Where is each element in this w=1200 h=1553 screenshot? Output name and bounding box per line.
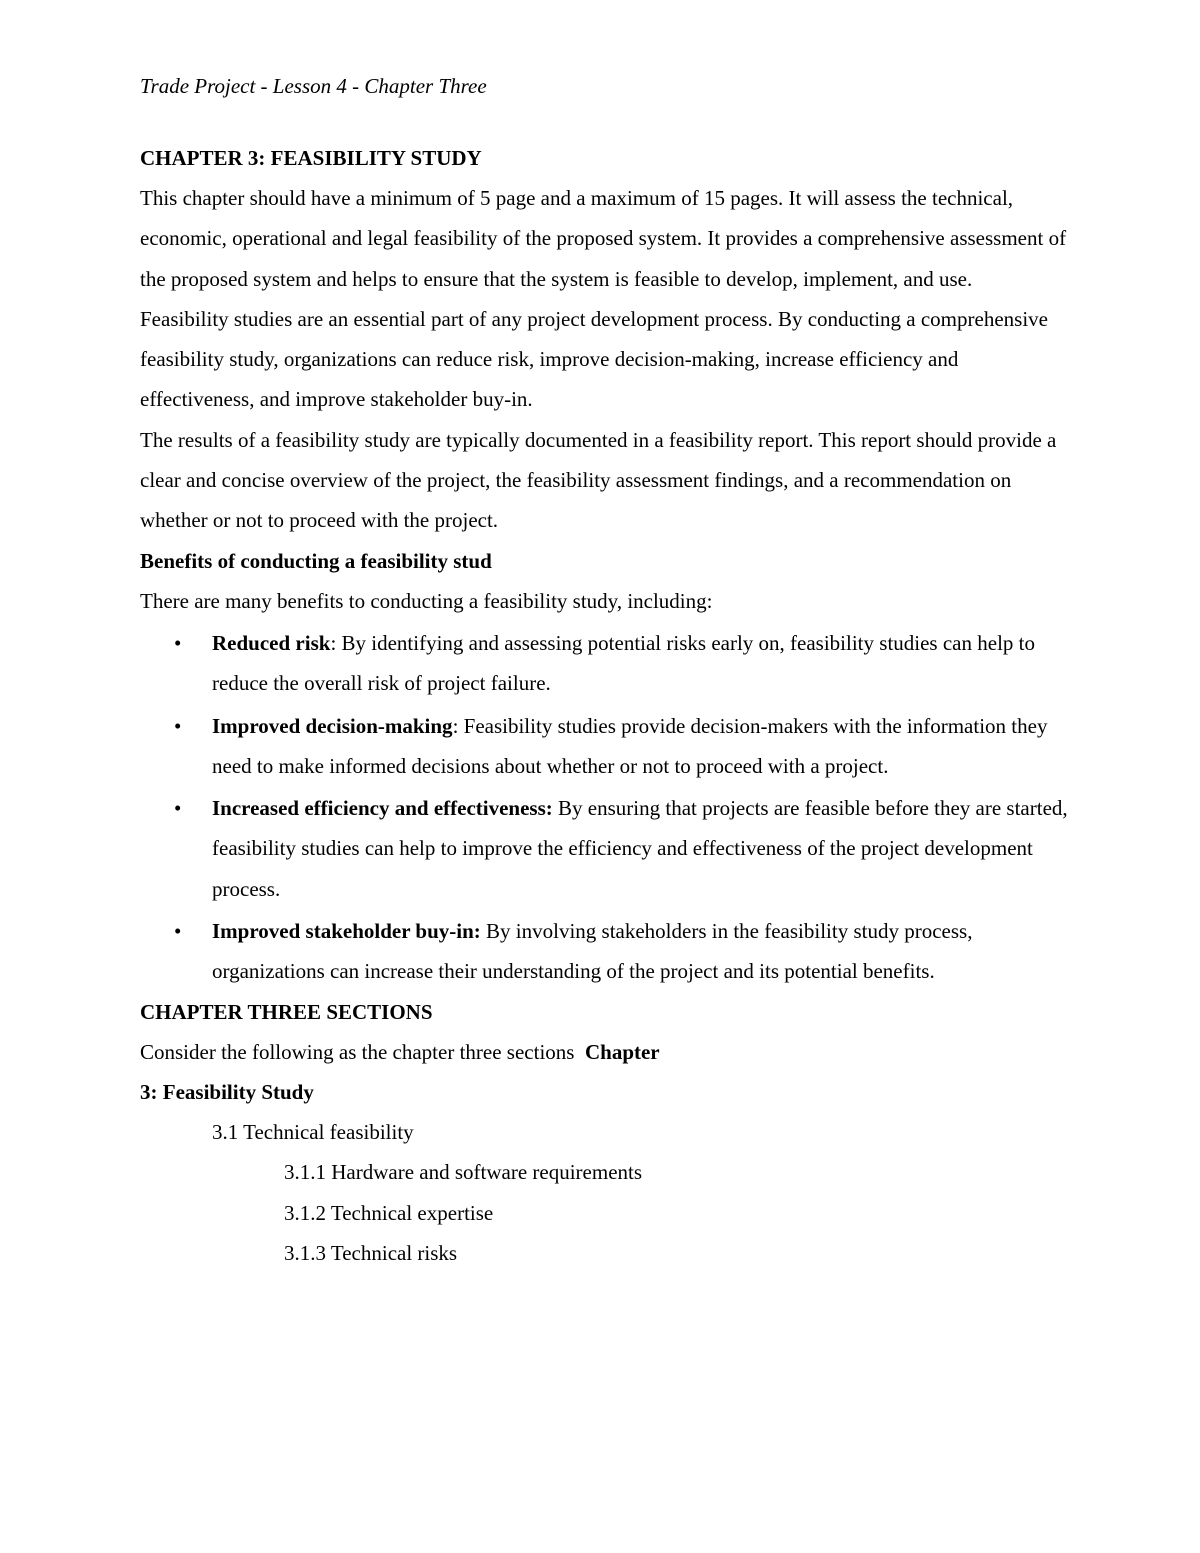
outline-section: 3.1 Technical feasibility [212, 1119, 414, 1144]
outline-subsection: 3.1.2 Technical expertise [284, 1200, 494, 1225]
benefit-item-stakeholder [140, 911, 1070, 992]
benefit-item-decision-making [140, 706, 1070, 787]
sections-intro-paragraph [140, 1032, 1070, 1072]
benefit-text: : Feasibility studies provide decision-makers with the information they need to make informed decisions about whether or not to proceed with a project. [212, 713, 1048, 778]
sections-intro: Consider the following as the chapter three sections [140, 1039, 575, 1064]
sections-title-part2: 3: Feasibility Study [140, 1079, 314, 1104]
chapter-heading: CHAPTER 3: FEASIBILITY STUDY [140, 146, 482, 170]
sections-heading: CHAPTER THREE SECTIONS [140, 999, 433, 1024]
intro-paragraph-1: This chapter should have a minimum of 5 page and a maximum of 15 pages. It will assess the technical, economic, operational and legal feasibility of the proposed system. It provides a comprehensive assessment of the proposed system and helps to ensure that the system is feasible to develop, implement, and use. [140, 186, 1067, 291]
benefits-heading: Benefits of conducting a feasibility stud [140, 548, 492, 573]
outline-subsection: 3.1.1 Hardware and software requirements [284, 1160, 643, 1185]
benefits-list [140, 623, 1070, 992]
page-header: Trade Project - Lesson 4 - Chapter Three [140, 74, 487, 98]
bullet-icon: • [174, 919, 182, 944]
sections-title-part1: Chapter [584, 1039, 660, 1064]
intro-paragraph-3: The results of a feasibility study are typically documented in a feasibility report. This report should provide a clear and concise overview of the project, the feasibility assessment findings, and a recommendation on whether or not to proceed with the project. [140, 427, 1057, 533]
benefit-term: Reduced risk [212, 630, 331, 655]
benefit-item-reduced-risk [140, 623, 1070, 704]
benefit-text: By involving stakeholders in the feasibility study process, organizations can increase their understanding of the project and its potential benefits. [212, 919, 973, 984]
benefit-text: By ensuring that projects are feasible before they are started, feasibility studies can help to improve the efficiency and effectiveness of the project development process. [212, 796, 1068, 901]
bullet-icon: • [174, 630, 182, 655]
outline-subsection: 3.1.3 Technical risks [284, 1240, 458, 1265]
benefit-item-efficiency [140, 788, 1070, 909]
benefit-text: : By identifying and assessing potential risks early on, feasibility studies can help to reduce the overall risk of project failure. [212, 630, 1035, 696]
intro-paragraph-2: Feasibility studies are an essential part of any project development process. By conducting a comprehensive feasibility study, organizations can reduce risk, improve decision-making, increase efficiency and effectiveness, and improve stakeholder buy-in. [140, 306, 1048, 412]
bullet-icon: • [174, 796, 182, 821]
bullet-icon: • [174, 713, 182, 738]
benefit-term: Improved decision-making [212, 713, 453, 738]
benefits-intro: There are many benefits to conducting a feasibility study, including: [140, 588, 713, 613]
benefit-term: Increased efficiency and effectiveness: [212, 796, 553, 821]
document-page [140, 68, 1070, 1273]
benefit-term: Improved stakeholder buy-in: [212, 919, 481, 944]
